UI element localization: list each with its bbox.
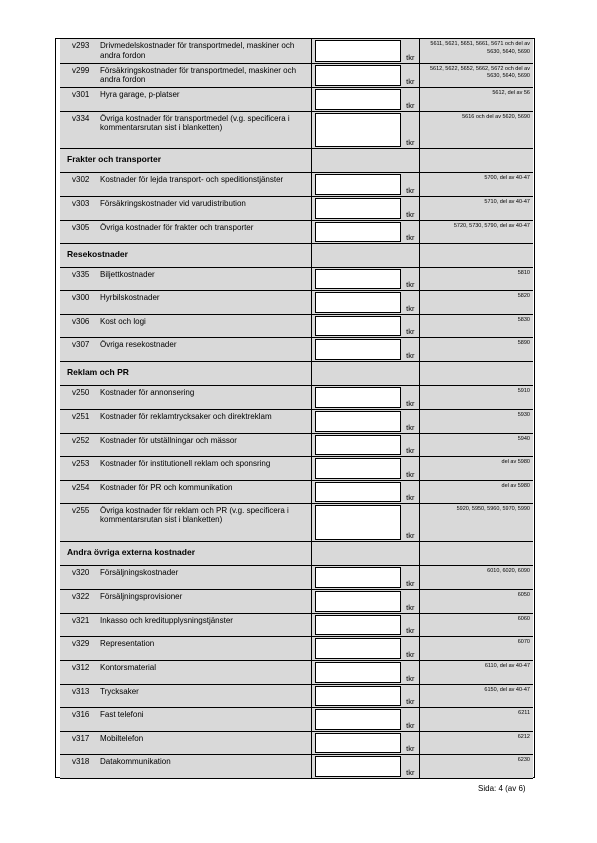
variable-code: v253 [72,458,90,468]
variable-code: v254 [72,482,90,492]
amount-input[interactable] [315,756,401,777]
amount-cell [311,684,419,707]
form-row [60,220,533,243]
unit-label: tkr [406,445,415,455]
account-reference: 6010, 6020, 6090 [419,565,533,589]
variable-code: v301 [72,89,90,99]
unit-label: tkr [406,350,415,360]
variable-code: v303 [72,198,90,208]
row-label: Kostnader för lejda transport- och speditionstjänster [100,174,284,184]
amount-cell [311,565,419,589]
amount-input[interactable] [315,198,401,219]
row-label: Trycksaker [100,686,139,696]
section-header-blank [311,243,419,267]
section-header-blank [419,541,533,565]
form-row [60,754,533,778]
amount-cell [311,290,419,314]
form-row [60,684,533,707]
unit-label: tkr [406,209,415,219]
section-header [60,243,533,267]
row-description [60,87,311,111]
section-title: Resekostnader [60,243,311,267]
amount-input[interactable] [315,638,401,659]
row-label: Kostnader för utställningar och mässor [100,435,237,445]
section-title: Reklam och PR [60,361,311,385]
row-description [60,290,311,314]
variable-code: v293 [72,41,90,50]
section-title: Frakter och transporter [60,148,311,172]
unit-label: tkr [406,232,415,242]
form-row [60,409,533,433]
unit-label: tkr [406,279,415,289]
variable-code: v312 [72,662,90,672]
unit-label: tkr [406,720,415,730]
account-reference: 5830 [419,314,533,337]
amount-cell [311,754,419,778]
unit-label: tkr [406,743,415,753]
amount-cell [311,87,419,111]
form-row [60,172,533,196]
row-description [60,385,311,409]
row-description [60,660,311,684]
section-header-blank [419,361,533,385]
form-row [60,660,533,684]
variable-code: v300 [72,292,90,302]
variable-code: v321 [72,615,90,625]
amount-cell [311,39,419,63]
unit-label: tkr [406,326,415,336]
account-reference: 5940 [419,433,533,456]
row-description [60,172,311,196]
row-description [60,314,311,337]
form-row [60,39,533,63]
account-reference: 5700, del av 40-47 [419,172,533,196]
form-row [60,731,533,754]
amount-input[interactable] [315,339,401,360]
form-row [60,589,533,613]
unit-label: tkr [406,469,415,479]
form-row [60,385,533,409]
amount-input[interactable] [315,292,401,313]
form-row [60,337,533,361]
row-label: Hyra garage, p-platser [100,89,180,99]
account-reference: 6230 [419,754,533,778]
variable-code: v250 [72,387,90,397]
form-row [60,565,533,589]
row-description [60,111,311,148]
row-label: Fast telefoni [100,709,144,719]
amount-input[interactable] [315,113,401,147]
row-label: Inkasso och kreditupplysningstjänster [100,615,233,625]
form-row [60,267,533,290]
unit-label: tkr [406,625,415,635]
row-description [60,707,311,731]
amount-input[interactable] [315,686,401,706]
unit-label: tkr [406,649,415,659]
row-label: Försäljningsprovisioner [100,591,183,601]
variable-code: v335 [72,269,90,279]
section-header [60,361,533,385]
row-label: Försäkringskostnader för transportmedel, maskiner och andra fordon [100,65,297,84]
unit-label: tkr [406,673,415,683]
form-row [60,111,533,148]
amount-input[interactable] [315,387,401,408]
row-description [60,565,311,589]
variable-code: v307 [72,339,90,349]
row-description [60,613,311,636]
amount-input[interactable] [315,709,401,730]
amount-input[interactable] [315,174,401,195]
row-description [60,433,311,456]
variable-code: v317 [72,733,90,743]
variable-code: v251 [72,411,90,421]
row-description [60,589,311,613]
amount-input[interactable] [315,505,401,540]
unit-label: tkr [406,530,415,540]
page-number: Sida: 4 (av 6) [478,784,526,793]
amount-input[interactable] [315,316,401,336]
row-label: Mobiltelefon [100,733,144,743]
variable-code: v255 [72,505,90,515]
row-description [60,636,311,660]
section-title: Andra övriga externa kostnader [60,541,311,565]
row-label: Försäljningskostnader [100,567,179,577]
form-row [60,63,533,87]
unit-label: tkr [406,767,415,777]
amount-cell [311,660,419,684]
account-reference: 5810 [419,267,533,290]
row-description [60,684,311,707]
unit-label: tkr [406,422,415,432]
row-description [60,267,311,290]
variable-code: v329 [72,638,90,648]
row-label: Drivmedelskostnader för transportmedel, maskiner och andra fordon [100,41,295,60]
row-label: Kostnader för institutionell reklam och sponsring [100,458,271,468]
amount-cell [311,433,419,456]
account-reference: 5612, del av 56 [419,87,533,111]
amount-cell [311,111,419,148]
section-header [60,541,533,565]
row-description [60,220,311,243]
amount-cell [311,589,419,613]
variable-code: v313 [72,686,90,696]
unit-label: tkr [406,76,415,86]
section-header-blank [311,541,419,565]
account-reference: 5890 [419,337,533,361]
account-reference: 5612, 5622, 5652, 5662, 5672 och del av 5630, 5640, 5690 [419,63,533,87]
variable-code: v299 [72,65,90,75]
account-reference: 5611, 5621, 5651, 5661, 5671 och del av 5630, 5640, 5690 [419,39,533,63]
amount-input[interactable] [315,482,401,502]
account-reference: 6110, del av 40-47 [419,660,533,684]
account-reference: 5710, del av 40-47 [419,196,533,220]
unit-label: tkr [406,303,415,313]
amount-cell [311,613,419,636]
row-description [60,409,311,433]
account-reference: 5616 och del av 5620, 5690 [419,111,533,148]
section-header-blank [419,148,533,172]
row-label: Kostnader för reklamtrycksaker och direktreklam [100,411,272,421]
account-reference: 6050 [419,589,533,613]
amount-cell [311,636,419,660]
account-reference: 5920, 5950, 5960, 5970, 5990 [419,503,533,541]
unit-label: tkr [406,578,415,588]
account-reference: 5910 [419,385,533,409]
form-row [60,613,533,636]
amount-cell [311,731,419,754]
variable-code: v318 [72,756,90,766]
form-row [60,87,533,111]
account-reference: 6070 [419,636,533,660]
row-label: Kostnader för annonsering [100,387,195,397]
amount-input[interactable] [315,65,401,86]
row-label: Representation [100,638,155,648]
unit-label: tkr [406,492,415,502]
row-description [60,63,311,87]
amount-input[interactable] [315,40,401,62]
amount-input[interactable] [315,89,401,110]
amount-input[interactable] [315,615,401,635]
section-header-blank [419,243,533,267]
row-description [60,731,311,754]
form-row [60,314,533,337]
section-header [60,148,533,172]
account-reference: 6060 [419,613,533,636]
amount-cell [311,707,419,731]
amount-cell [311,172,419,196]
form-row [60,196,533,220]
row-description [60,196,311,220]
amount-cell [311,267,419,290]
amount-input[interactable] [315,733,401,753]
amount-cell [311,337,419,361]
unit-label: tkr [406,137,415,147]
variable-code: v320 [72,567,90,577]
row-label: Övriga kostnader för frakter och transporter [100,222,254,232]
row-description [60,39,311,63]
row-label: Kost och logi [100,316,146,326]
amount-input[interactable] [315,435,401,455]
variable-code: v302 [72,174,90,184]
variable-code: v334 [72,113,90,123]
account-reference: 5720, 5730, 5790, del av 40-47 [419,220,533,243]
row-label: Övriga kostnader för transportmedel (v.g. specificera i kommentarsrutan sist i blanketten) [100,113,290,132]
account-reference: 5820 [419,290,533,314]
form-row [60,636,533,660]
section-header-blank [311,361,419,385]
row-label: Övriga resekostnader [100,339,177,349]
form-row [60,480,533,503]
amount-cell [311,385,419,409]
amount-cell [311,63,419,87]
amount-input[interactable] [315,662,401,683]
amount-input[interactable] [315,591,401,612]
amount-input[interactable] [315,411,401,432]
row-description [60,480,311,503]
form-row [60,707,533,731]
amount-cell [311,314,419,337]
amount-input[interactable] [315,458,401,479]
variable-code: v305 [72,222,90,232]
account-reference: 6212 [419,731,533,754]
unit-label: tkr [406,52,415,62]
row-description [60,337,311,361]
unit-label: tkr [406,100,415,110]
form-row [60,290,533,314]
variable-code: v306 [72,316,90,326]
account-reference: 5930 [419,409,533,433]
variable-code: v322 [72,591,90,601]
row-label: Biljettkostnader [100,269,155,279]
row-label: Hyrbilskostnader [100,292,160,302]
form-row [60,503,533,541]
amount-cell [311,503,419,541]
row-description [60,503,311,541]
unit-label: tkr [406,696,415,706]
account-reference: 6211 [419,707,533,731]
row-label: Övriga kostnader för reklam och PR (v.g. specificera i kommentarsrutan sist i blanketten) [100,505,289,524]
row-label: Kontorsmaterial [100,662,157,672]
account-reference: del av 5980 [419,456,533,480]
section-header-blank [311,148,419,172]
amount-cell [311,220,419,243]
row-description [60,456,311,480]
row-label: Kostnader för PR och kommunikation [100,482,233,492]
row-label: Datakommunikation [100,756,171,766]
amount-cell [311,196,419,220]
row-description [60,754,311,778]
account-reference: 6150, del av 40-47 [419,684,533,707]
account-reference: del av 5980 [419,480,533,503]
row-label: Försäkringskostnader vid varudistribution [100,198,246,208]
cost-form-table [60,39,533,779]
form-row [60,456,533,480]
variable-code: v316 [72,709,90,719]
amount-cell [311,480,419,503]
amount-input[interactable] [315,567,401,588]
variable-code: v252 [72,435,90,445]
unit-label: tkr [406,398,415,408]
amount-cell [311,456,419,480]
amount-cell [311,409,419,433]
form-row [60,433,533,456]
unit-label: tkr [406,602,415,612]
amount-input[interactable] [315,222,401,242]
unit-label: tkr [406,185,415,195]
amount-input[interactable] [315,269,401,289]
